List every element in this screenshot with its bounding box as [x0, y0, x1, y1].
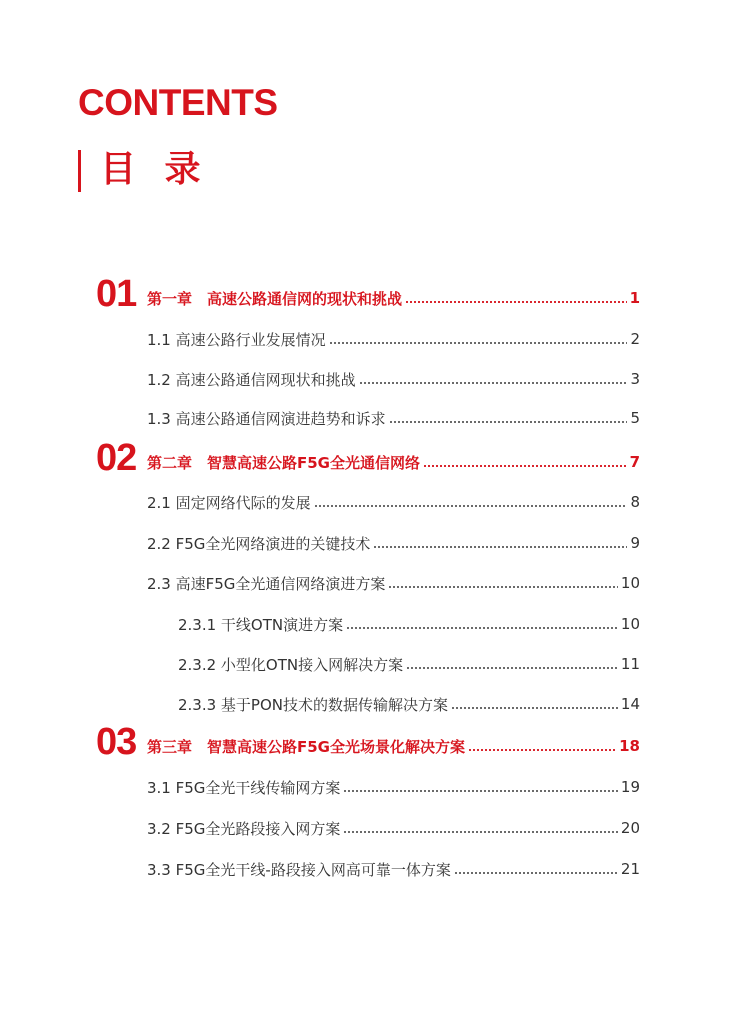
dot-leader [468, 749, 616, 751]
dot-leader [343, 831, 617, 833]
toc-chapter-2[interactable] [0, 437, 729, 479]
toc-label: 2.3 高速F5G全光通信网络演进方案 [147, 574, 386, 593]
dot-leader [405, 301, 627, 303]
toc-page-number: 1 [629, 289, 640, 307]
toc-section-3-1[interactable] [0, 773, 729, 801]
toc-label: 1.3 高速公路通信网演进趋势和诉求 [147, 409, 386, 428]
toc-page-number: 19 [620, 778, 640, 796]
dot-leader [388, 586, 617, 588]
toc-section-1-3[interactable] [0, 404, 729, 432]
toc-label: 3.2 F5G全光路段接入网方案 [147, 819, 341, 838]
toc-page-number: 10 [620, 615, 640, 633]
toc-label: 第一章 高速公路通信网的现状和挑战 [147, 289, 403, 308]
toc-page-number: 10 [620, 574, 640, 592]
toc-page-number: 7 [629, 453, 640, 471]
toc-line [178, 650, 640, 678]
toc-section-2-2[interactable] [0, 529, 729, 557]
dot-leader [451, 707, 618, 709]
toc-label: 3.1 F5G全光干线传输网方案 [147, 778, 341, 797]
toc-line [147, 448, 640, 476]
toc-section-1-1[interactable] [0, 325, 729, 353]
toc-label: 2.3.2 小型化OTN接入网解决方案 [178, 655, 404, 674]
toc-subsection-2-3-1[interactable] [0, 610, 729, 638]
toc-line [147, 855, 640, 883]
toc-section-2-3[interactable] [0, 569, 729, 597]
toc-page-number: 5 [630, 409, 640, 427]
toc-line [147, 773, 640, 801]
dot-leader [343, 790, 617, 792]
toc-line [147, 404, 640, 432]
toc-line [147, 569, 640, 597]
toc-section-1-2[interactable] [0, 365, 729, 393]
dot-leader [373, 546, 627, 548]
toc-page-number: 2 [630, 330, 640, 348]
toc-section-3-2[interactable] [0, 814, 729, 842]
toc-chapter-3[interactable] [0, 721, 729, 763]
toc-line [147, 529, 640, 557]
toc-section-3-3[interactable] [0, 855, 729, 883]
dot-leader [454, 872, 618, 874]
toc-label: 第三章 智慧高速公路F5G全光场景化解决方案 [147, 737, 465, 756]
chapter-number: 03 [96, 721, 137, 763]
toc-label: 1.1 高速公路行业发展情况 [147, 330, 326, 349]
dot-leader [359, 382, 628, 384]
toc-page-number: 8 [630, 493, 640, 511]
dot-leader [314, 505, 628, 507]
toc-line [147, 325, 640, 353]
contents-heading: CONTENTS [78, 82, 278, 123]
toc-line [147, 732, 640, 760]
toc-label: 第二章 智慧高速公路F5G全光通信网络 [147, 453, 420, 472]
toc-page-number: 18 [619, 737, 640, 755]
toc-line [147, 488, 640, 516]
toc-page-number: 20 [620, 819, 640, 837]
dot-leader [346, 627, 618, 629]
toc-line [178, 610, 640, 638]
toc-section-2-1[interactable] [0, 488, 729, 516]
toc-label: 1.2 高速公路通信网现状和挑战 [147, 370, 356, 389]
heading-accent-bar [78, 150, 81, 192]
chapter-number: 01 [96, 273, 137, 315]
cn-heading: 目 录 [100, 149, 209, 190]
toc-label: 3.3 F5G全光干线-路段接入网高可靠一体方案 [147, 860, 451, 879]
toc-subsection-2-3-3[interactable] [0, 690, 729, 718]
dot-leader [423, 465, 627, 467]
dot-leader [389, 421, 628, 423]
toc-label: 2.2 F5G全光网络演进的关键技术 [147, 534, 371, 553]
toc-chapter-1[interactable] [0, 273, 729, 315]
toc-line [147, 365, 640, 393]
toc-label: 2.3.3 基于PON技术的数据传输解决方案 [178, 695, 449, 714]
dot-leader [406, 667, 618, 669]
toc-label: 2.3.1 干线OTN演进方案 [178, 615, 344, 634]
toc-subsection-2-3-2[interactable] [0, 650, 729, 678]
toc-page-number: 21 [620, 860, 640, 878]
toc-page-number: 14 [620, 695, 640, 713]
toc-page-number: 3 [630, 370, 640, 388]
toc-line [147, 284, 640, 312]
toc-page-number: 9 [630, 534, 640, 552]
chapter-number: 02 [96, 437, 137, 479]
toc-page-number: 11 [620, 655, 640, 673]
dot-leader [329, 342, 628, 344]
toc-line [147, 814, 640, 842]
toc-label: 2.1 固定网络代际的发展 [147, 493, 311, 512]
toc-line [178, 690, 640, 718]
